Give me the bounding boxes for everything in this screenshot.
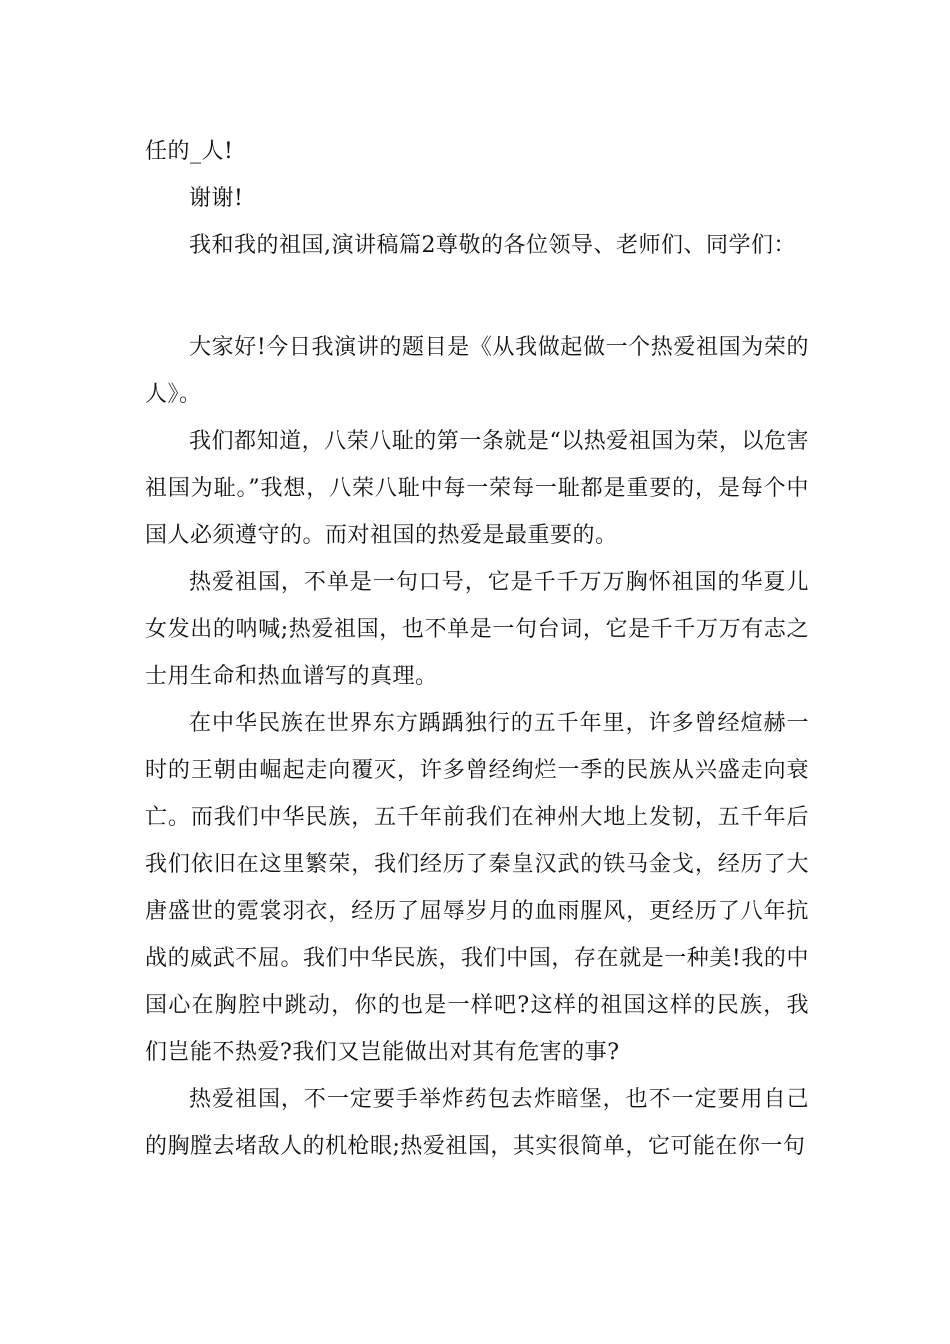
paragraph-thanks: 谢谢! (189, 186, 244, 211)
paragraph-speech-heading: 我和我的祖国,演讲稿篇2尊敬的各位领导、老师们、同学们： (189, 233, 796, 258)
blank-gap (145, 269, 809, 324)
paragraph-greeting: 大家好!今日我演讲的题目是《从我做起做一个热爱祖国为荣的人》。 (145, 335, 809, 407)
paragraph-five-thousand-years: 在中华民族在世界东方踽踽独行的五千年里，许多曾经煊赫一时的王朝由崛起走向覆灭，许多曾经绚烂一季的民族从兴盛走向衰亡。而我们中华民族，五千年前我们在神州大地上发韧，五千年后我们依旧在这里繁荣，我们经历了秦皇汉武的铁马金戈，经历了大唐盛世的霓裳羽衣，经历了屈辱岁月的血雨腥风，更经历了八年抗战的威武不屈。我们中华民族，我们中国，存在就是一种美!我的中国心在胸腔中跳动，你的也是一样吧?这样的祖国这样的民族，我们岂能不热爱?我们又岂能做出对其有危害的事? (145, 711, 809, 1065)
paragraph-eight-honors: 我们都知道，八荣八耻的第一条就是“以热爱祖国为荣，以危害祖国为耻。”我想，八荣八耻中每一荣每一耻都是重要的，是每个中国人必须遵守的。而对祖国的热爱是最重要的。 (145, 429, 809, 548)
paragraph-love-country: 热爱祖国，不单是一句口号，它是千千万万胸怀祖国的华夏儿女发出的呐喊;热爱祖国，也不单是一句台词，它是千千万万有志之士用生命和热血谱写的真理。 (145, 570, 809, 689)
document-body (145, 128, 809, 1170)
paragraph-continuation: 任的_人! (145, 139, 234, 164)
paragraph-simple-love: 热爱祖国，不一定要手举炸药包去炸暗堡，也不一定要用自己的胸膛去堵敌人的机枪眼;热爱祖国，其实很简单，它可能在你一句 (145, 1087, 809, 1159)
